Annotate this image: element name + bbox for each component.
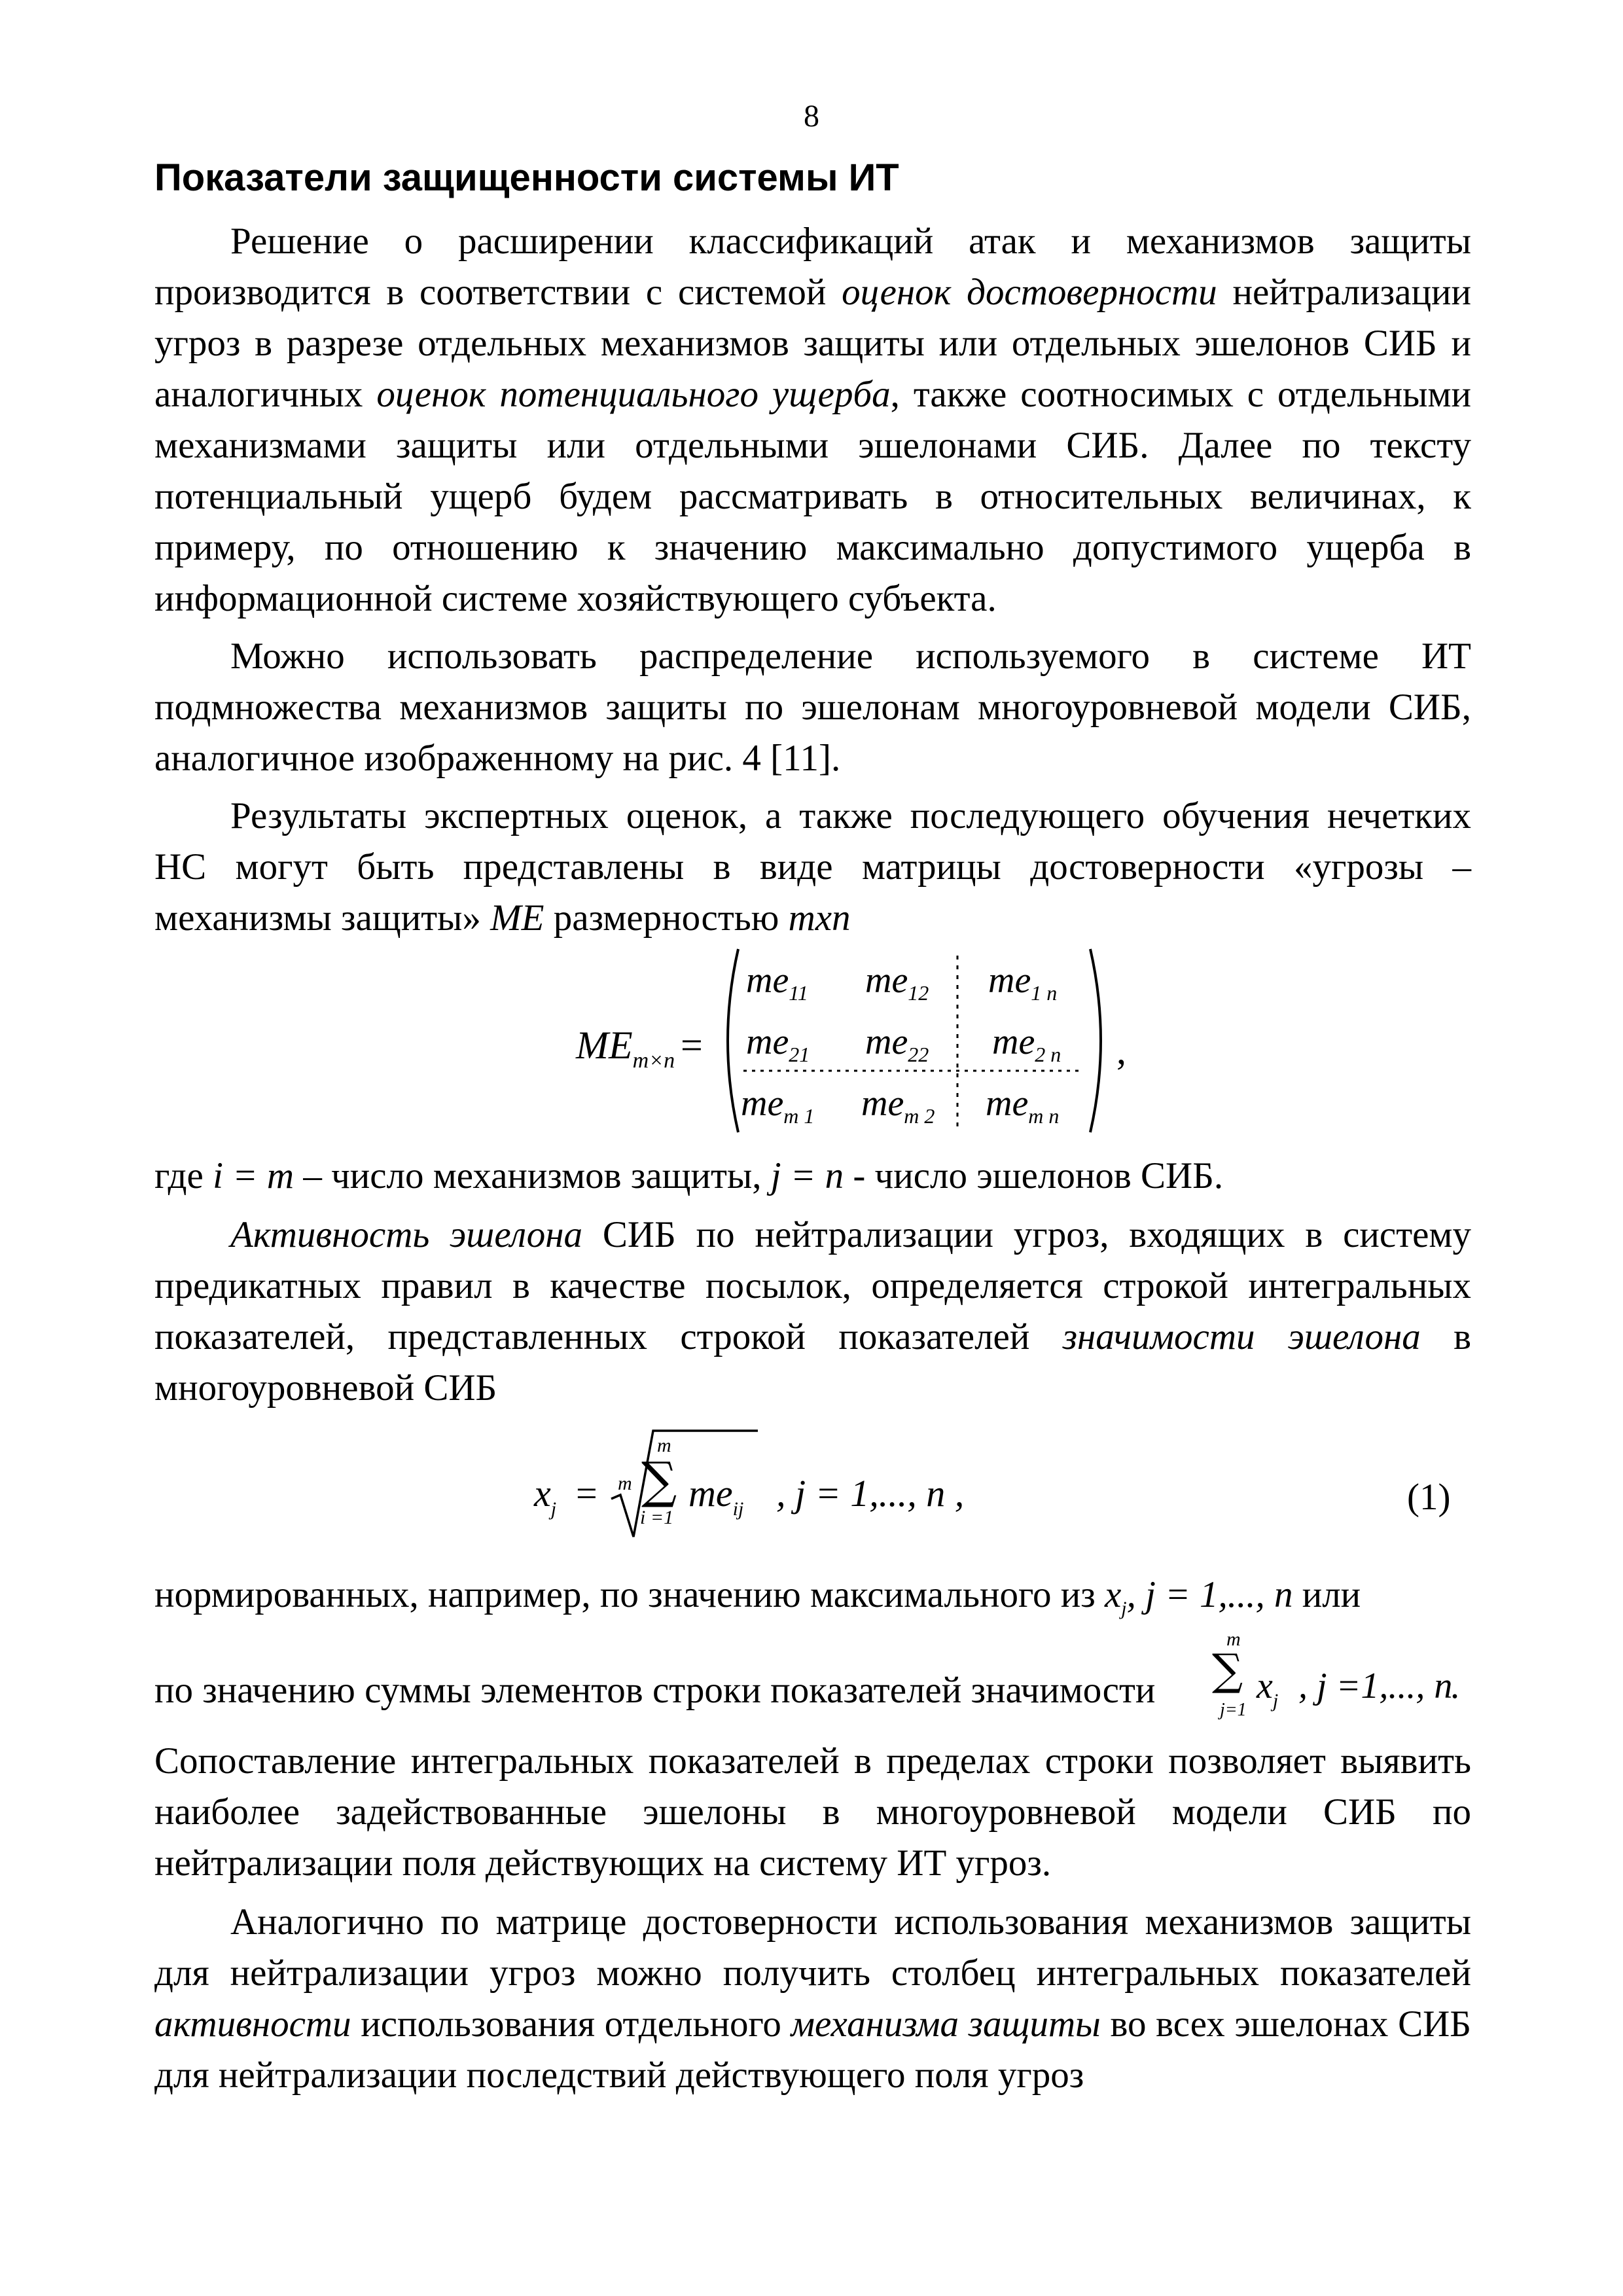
paragraph-5: Активность эшелона СИБ по нейтрализации угроз, входящих в систему предикатных правил в качестве посылок, определяется строкой интегральных показателей, представленных строкой показателей значимости эшелона в многоуровневой СИБ xyxy=(154,1214,1471,1408)
formula-term: $me_{ij}$ xyxy=(688,1472,744,1520)
inline-sum-term: $x_j$ xyxy=(1257,1666,1279,1712)
root-index: m xyxy=(618,1473,632,1494)
matrix-cell-2-2: $me_{22}$ xyxy=(865,1022,929,1066)
sum-sigma: ∑ xyxy=(641,1451,677,1509)
matrix-name: $ME_{m\times n}$ xyxy=(576,1024,675,1073)
formula-lhs: $x_j$ xyxy=(534,1472,557,1520)
paragraph-3: Результаты экспертных оценок, а также последующего обучения нечетких НС могут быть представлены в виде матрицы достоверности «угрозы – механизмы защиты» ME размерностью mxn xyxy=(154,795,1471,939)
paragraph-6-line-2: по значению суммы элементов строки показателей значимости xyxy=(154,1670,1156,1711)
sum-lower-limit: i =1 xyxy=(640,1507,674,1528)
matrix-cell-3-2: $me_{m 2}$ xyxy=(861,1083,935,1128)
paragraph-6-line-1: нормированных, например, по значению максимального из $x_j$, j = 1,..., n или xyxy=(154,1574,1361,1619)
inline-sum-lower: j=1 xyxy=(1220,1700,1247,1720)
paragraph-7: Сопоставление интегральных показателей в пределах строки позволяет выявить наиболее задействованные эшелоны в многоуровневой модели СИБ по нейтрализации поля действующих на систему ИТ угроз. xyxy=(154,1740,1471,1884)
formula-tail: , j = 1,..., n , xyxy=(776,1472,965,1515)
paragraph-1: Решение о расширении классификаций атак и механизмов защиты производится в соответствии с системой оценок достоверности нейтрализации угроз в разрезе отдельных механизмов защиты или отдельных эшелонов СИБ и аналогичных оценок потенциального ущерба, также соотносимых с отдельными механизмами защиты или отдельными эшелонами СИБ. Далее по тексту потенциальный ущерб будем рассматривать в относительных величинах, к примеру, по отношению к значению максимально допустимого ущерба в информационной системе хозяйствующего субъекта. xyxy=(154,221,1472,619)
matrix-cell-3-3: $me_{m n}$ xyxy=(986,1083,1060,1128)
equation-number: (1) xyxy=(1407,1477,1451,1518)
inline-sum-sigma: ∑ xyxy=(1212,1645,1243,1695)
paragraph-2: Можно использовать распределение используемого в системе ИТ подмножества механизмов защиты по эшелонам многоуровневой модели СИБ, аналогичное изображенному на рис. 4 [11]. xyxy=(154,636,1471,779)
inline-sum-tail: , j =1,..., n xyxy=(1298,1666,1453,1706)
inline-sum-period: . xyxy=(1450,1666,1459,1706)
matrix-cell-1-2: $me_{12}$ xyxy=(865,960,929,1005)
matrix-equals: = xyxy=(681,1024,703,1067)
page-number: 8 xyxy=(804,99,819,134)
matrix-cell-3-1: $me_{m 1}$ xyxy=(741,1083,815,1128)
matrix-cell-1-3: $me_{1 n}$ xyxy=(988,960,1058,1005)
inline-sum-upper: m xyxy=(1226,1628,1241,1650)
matrix-comma: , xyxy=(1116,1029,1126,1072)
paragraph-4: где i = m – число механизмов защиты, j = n - число эшелонов СИБ. xyxy=(154,1155,1224,1196)
paragraph-8: Аналогично по матрице достоверности использования механизмов защиты для нейтрализации угроз можно получить столбец интегральных показателей активности использования отдельного механизма защиты во всех эшелонах СИБ для нейтрализации последствий действующего поля угроз xyxy=(154,1901,1471,2096)
sum-upper-limit: m xyxy=(657,1435,671,1456)
section-heading: Показатели защищенности системы ИТ xyxy=(154,156,899,199)
matrix-cell-1-1: $me_{11}$ xyxy=(746,960,808,1005)
formula-equals: = xyxy=(576,1472,597,1515)
matrix-cell-2-1: $me_{21}$ xyxy=(746,1022,810,1066)
matrix-cell-2-3: $me_{2 n}$ xyxy=(992,1022,1061,1066)
